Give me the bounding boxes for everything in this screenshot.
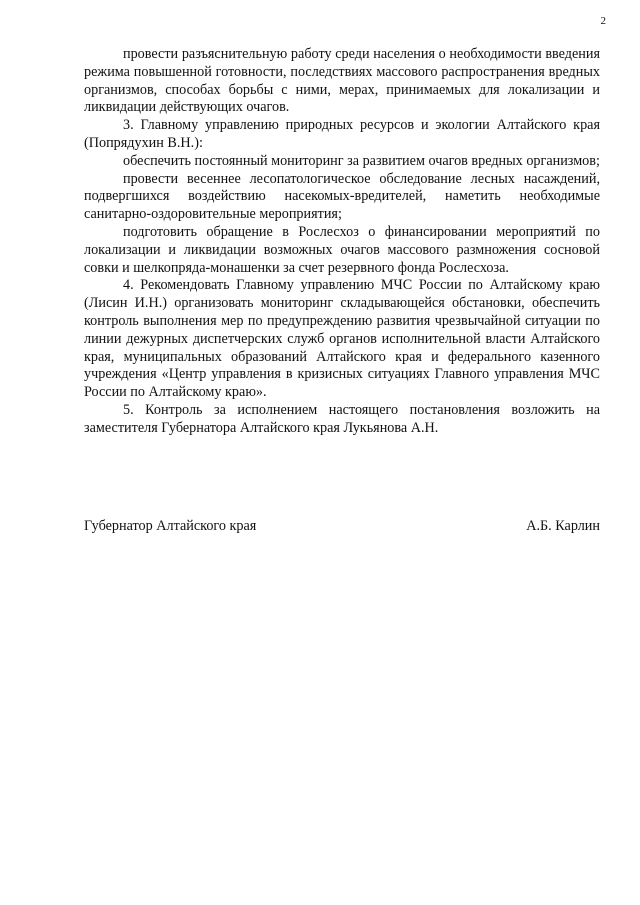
- paragraph-explanatory-work: провести разъяснительную работу среди населения о необходимости введения режима повышенной готовности, последствиях массового распространения вредных организмов, способах борьбы с ними, мерах, принимаемых для локализации и ликвидации действующих очагов.: [84, 46, 600, 116]
- paragraph-item-5: 5. Контроль за исполнением настоящего постановления возложить на заместителя Губернатора Алтайского края Лукьянова А.Н.: [84, 401, 600, 436]
- paragraph-item-3: 3. Главному управлению природных ресурсов и экологии Алтайского края (Попрядухин В.Н.):: [84, 117, 600, 151]
- paragraph-forest-survey: провести весеннее лесопатологическое обследование лесных насаждений, подвергшихся воздействию насекомых-вредителей, наметить необходимые санитарно-оздоровительные мероприятия;: [84, 170, 600, 223]
- signatory-name: А.Б. Карлин: [526, 518, 600, 534]
- signature-block: [84, 517, 600, 535]
- paragraph-item-4: 4. Рекомендовать Главному управлению МЧС России по Алтайскому краю (Лисин И.Н.) организовать мониторинг складывающейся обстановки, обеспечить контроль выполнения мер по предупреждению развития чрезвычайной ситуации по линии дежурных диспетчерских служб органов исполнительной власти Алтайского края, муниципальных образований Алтайского края и федерального казенного учреждения «Центр управления в кризисных ситуациях Главного управления МЧС России по Алтайскому краю».: [84, 277, 600, 401]
- paragraph-monitoring: обеспечить постоянный мониторинг за развитием очагов вредных организмов;: [123, 152, 600, 169]
- document-body: [84, 46, 600, 438]
- signatory-position: Губернатор Алтайского края: [84, 518, 257, 534]
- page-number: 2: [600, 15, 606, 27]
- paragraph-rosleskhoz-request: подготовить обращение в Рослесхоз о финансировании мероприятий по локализации и ликвидации возможных очагов массового размножения сосновой совки и шелкопряда-монашенки за счет резервного фонда Рослесхоза.: [84, 223, 600, 276]
